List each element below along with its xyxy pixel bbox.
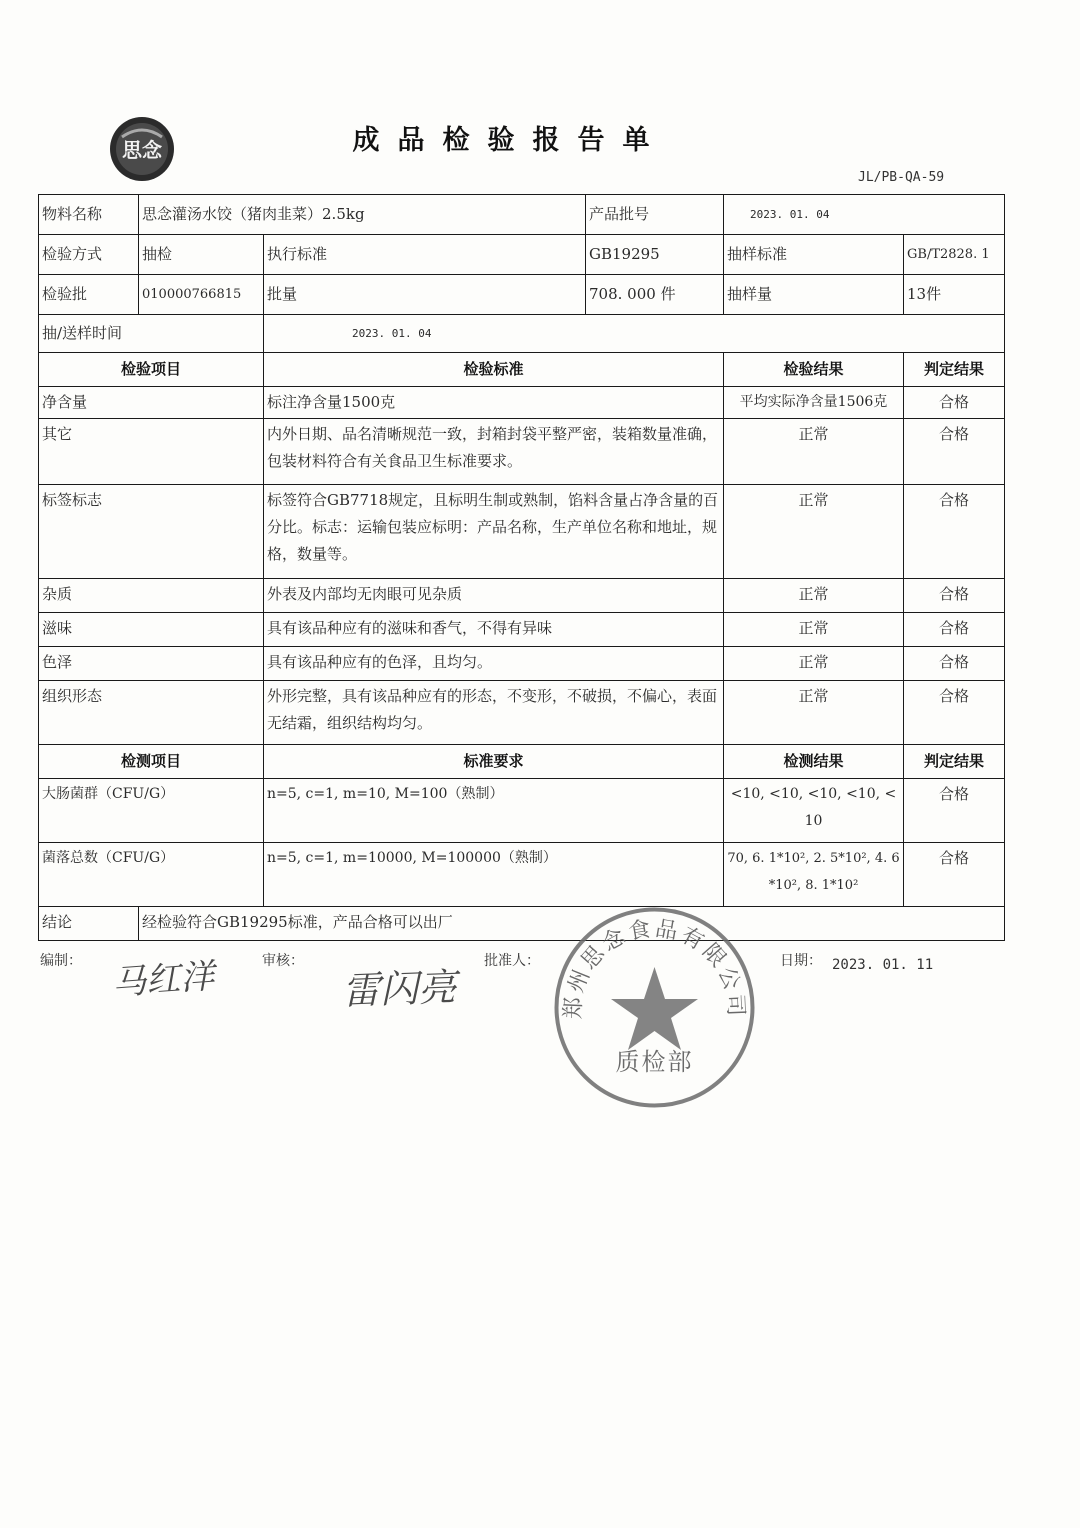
sensory-result: 平均实际净含量1506克 [724,387,904,419]
material-name-value: 思念灌汤水饺（猪肉韭菜）2.5kg [139,195,586,235]
table-row [39,579,1005,613]
stamp-center-text: 质检部 [615,1048,694,1076]
table-row [39,387,1005,419]
date-label: 日期： [780,953,822,969]
exec-standard-value: GB19295 [586,235,724,275]
reviewed-label: 审核： [262,953,304,969]
micro-header-standard: 标准要求 [264,745,724,779]
micro-header-row [39,745,1005,779]
stamp-star-icon [611,967,698,1050]
product-batch-label: 产品批号 [586,195,724,235]
sensory-result: 正常 [724,485,904,579]
info-row-batch [39,275,1005,315]
inspect-batch-label: 检验批 [39,275,139,315]
conclusion-label: 结论 [39,907,139,941]
sensory-judgement: 合格 [904,681,1005,745]
sample-time-value: 2023. 01. 04 [264,315,1005,353]
micro-judgement: 合格 [904,843,1005,907]
info-row-sample-time [39,315,1005,353]
micro-header-result: 检测结果 [724,745,904,779]
inspect-method-label: 检验方式 [39,235,139,275]
sampling-standard-label: 抽样标准 [724,235,904,275]
micro-header-item: 检测项目 [39,745,264,779]
material-name-label: 物料名称 [39,195,139,235]
sensory-judgement: 合格 [904,613,1005,647]
sensory-judgement: 合格 [904,419,1005,485]
inspect-batch-value: 010000766815 [139,275,264,315]
sensory-header-row [39,353,1005,387]
reviewed-signature: 雷闪亮 [341,965,457,1013]
sensory-judgement: 合格 [904,579,1005,613]
sensory-standard: 标签符合GB7718规定，且标明生制或熟制，馅料含量占净含量的百分比。标志：运输包装应标明：产品名称，生产单位名称和地址，规格，数量等。 [264,485,724,579]
sensory-item: 其它 [39,419,264,485]
sensory-standard: 外表及内部均无肉眼可见杂质 [264,579,724,613]
sensory-result: 正常 [724,613,904,647]
sensory-judgement: 合格 [904,485,1005,579]
info-row-material [39,195,1005,235]
form-code: JL/PB-QA-59 [858,170,945,185]
sensory-result: 正常 [724,647,904,681]
sensory-result: 正常 [724,579,904,613]
micro-item: 菌落总数（CFU/G） [39,843,264,907]
logo-text: 思念 [122,138,162,162]
sensory-standard: 内外日期、品名清晰规范一致，封箱封袋平整严密，装箱数量准确，包装材料符合有关食品卫生标准要求。 [264,419,724,485]
table-row [39,647,1005,681]
sensory-item: 组织形态 [39,681,264,745]
micro-standard: n=5, c=1, m=10, M=100（熟制） [264,779,724,843]
sensory-item: 净含量 [39,387,264,419]
sensory-result: 正常 [724,681,904,745]
approved-label: 批准人： [484,953,540,969]
table-row [39,779,1005,843]
report-table [38,194,1005,941]
table-row [39,843,1005,907]
stamp-ring-text: 郑州思念食品有限公司 [561,916,748,1020]
product-batch-value: 2023. 01. 04 [724,195,1005,235]
table-row [39,681,1005,745]
sensory-header-judgement: 判定结果 [904,353,1005,387]
sample-qty-label: 抽样量 [724,275,904,315]
company-logo [108,115,176,183]
sensory-judgement: 合格 [904,387,1005,419]
batch-qty-value: 708. 000 件 [586,275,724,315]
date-value: 2023. 01. 11 [832,957,934,973]
micro-result: 70, 6. 1*10², 2. 5*10², 4. 6*10², 8. 1*10² [724,843,904,907]
table-row [39,613,1005,647]
sensory-item: 杂质 [39,579,264,613]
info-row-method [39,235,1005,275]
conclusion-text: 经检验符合GB19295标准，产品合格可以出厂 [139,907,1005,941]
sensory-header-standard: 检验标准 [264,353,724,387]
sensory-item: 色泽 [39,647,264,681]
sensory-header-result: 检验结果 [724,353,904,387]
prepared-signature: 马红洋 [110,956,216,1004]
micro-item: 大肠菌群（CFU/G） [39,779,264,843]
table-row [39,485,1005,579]
sensory-standard: 具有该品种应有的色泽，且均匀。 [264,647,724,681]
sensory-header-item: 检验项目 [39,353,264,387]
conclusion-row [39,907,1005,941]
sensory-standard: 外形完整，具有该品种应有的形态，不变形，不破损，不偏心，表面无结霜，组织结构均匀。 [264,681,724,745]
company-stamp [552,905,757,1110]
batch-qty-label: 批量 [264,275,586,315]
inspect-method-value: 抽检 [139,235,264,275]
sensory-judgement: 合格 [904,647,1005,681]
micro-header-judgement: 判定结果 [904,745,1005,779]
sensory-result: 正常 [724,419,904,485]
sensory-standard: 标注净含量1500克 [264,387,724,419]
sensory-item: 滋味 [39,613,264,647]
sample-qty-value: 13件 [904,275,1005,315]
table-row [39,419,1005,485]
sample-time-label: 抽/送样时间 [39,315,264,353]
document-title: 成品检验报告单 [352,125,668,156]
sensory-standard: 具有该品种应有的滋味和香气，不得有异味 [264,613,724,647]
micro-standard: n=5, c=1, m=10000, M=100000（熟制） [264,843,724,907]
prepared-label: 编制： [40,953,82,969]
micro-judgement: 合格 [904,779,1005,843]
sensory-item: 标签标志 [39,485,264,579]
micro-result: <10, <10, <10, <10, <10 [724,779,904,843]
exec-standard-label: 执行标准 [264,235,586,275]
sampling-standard-value: GB/T2828. 1 [904,235,1005,275]
